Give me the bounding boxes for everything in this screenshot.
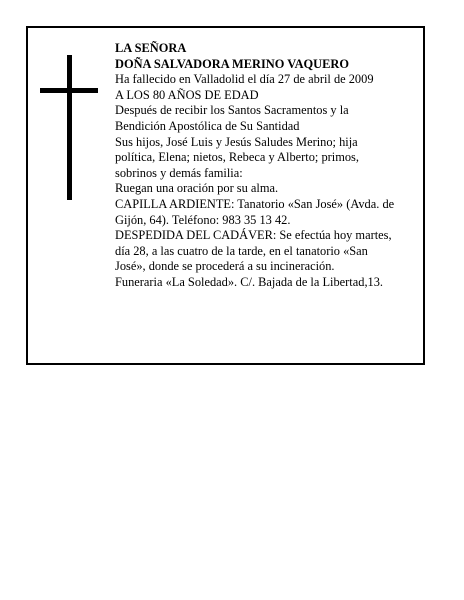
notice-line: Bendición Apostólica de Su Santidad bbox=[115, 118, 300, 133]
cross-horizontal-bar bbox=[40, 88, 98, 93]
cross-icon bbox=[40, 55, 98, 200]
obituary-notice bbox=[26, 26, 425, 365]
notice-line: día 28, a las cuatro de la tarde, en el tanatorio «San bbox=[115, 243, 368, 258]
notice-line: DOÑA SALVADORA MERINO VAQUERO bbox=[115, 56, 349, 71]
notice-line: José», donde se procederá a su incineración. bbox=[115, 259, 335, 274]
notice-line: Sus hijos, José Luis y Jesús Saludes Merino; hija bbox=[115, 134, 358, 149]
notice-line: política, Elena; nietos, Rebeca y Alberto; primos, bbox=[115, 150, 359, 165]
notice-line: LA SEÑORA bbox=[115, 41, 187, 55]
notice-line: Gijón, 64). Teléfono: 983 35 13 42. bbox=[115, 212, 291, 227]
notice-line: A LOS 80 AÑOS DE EDAD bbox=[115, 87, 259, 102]
notice-line: CAPILLA ARDIENTE: Tanatorio «San José» (Avda. de bbox=[115, 196, 395, 211]
notice-line: Después de recibir los Santos Sacramentos y la bbox=[115, 103, 349, 118]
notice-line: sobrinos y demás familia: bbox=[115, 165, 243, 180]
cross-vertical-bar bbox=[67, 55, 72, 200]
notice-text bbox=[115, 41, 427, 291]
notice-line: DESPEDIDA DEL CADÁVER: Se efectúa hoy martes, bbox=[115, 228, 392, 243]
notice-line: Funeraria «La Soledad». C/. Bajada de la Libertad,13. bbox=[115, 274, 384, 289]
notice-line: Ruegan una oración por su alma. bbox=[115, 181, 279, 196]
notice-line: Ha fallecido en Valladolid el día 27 de abril de 2009 bbox=[115, 72, 374, 87]
